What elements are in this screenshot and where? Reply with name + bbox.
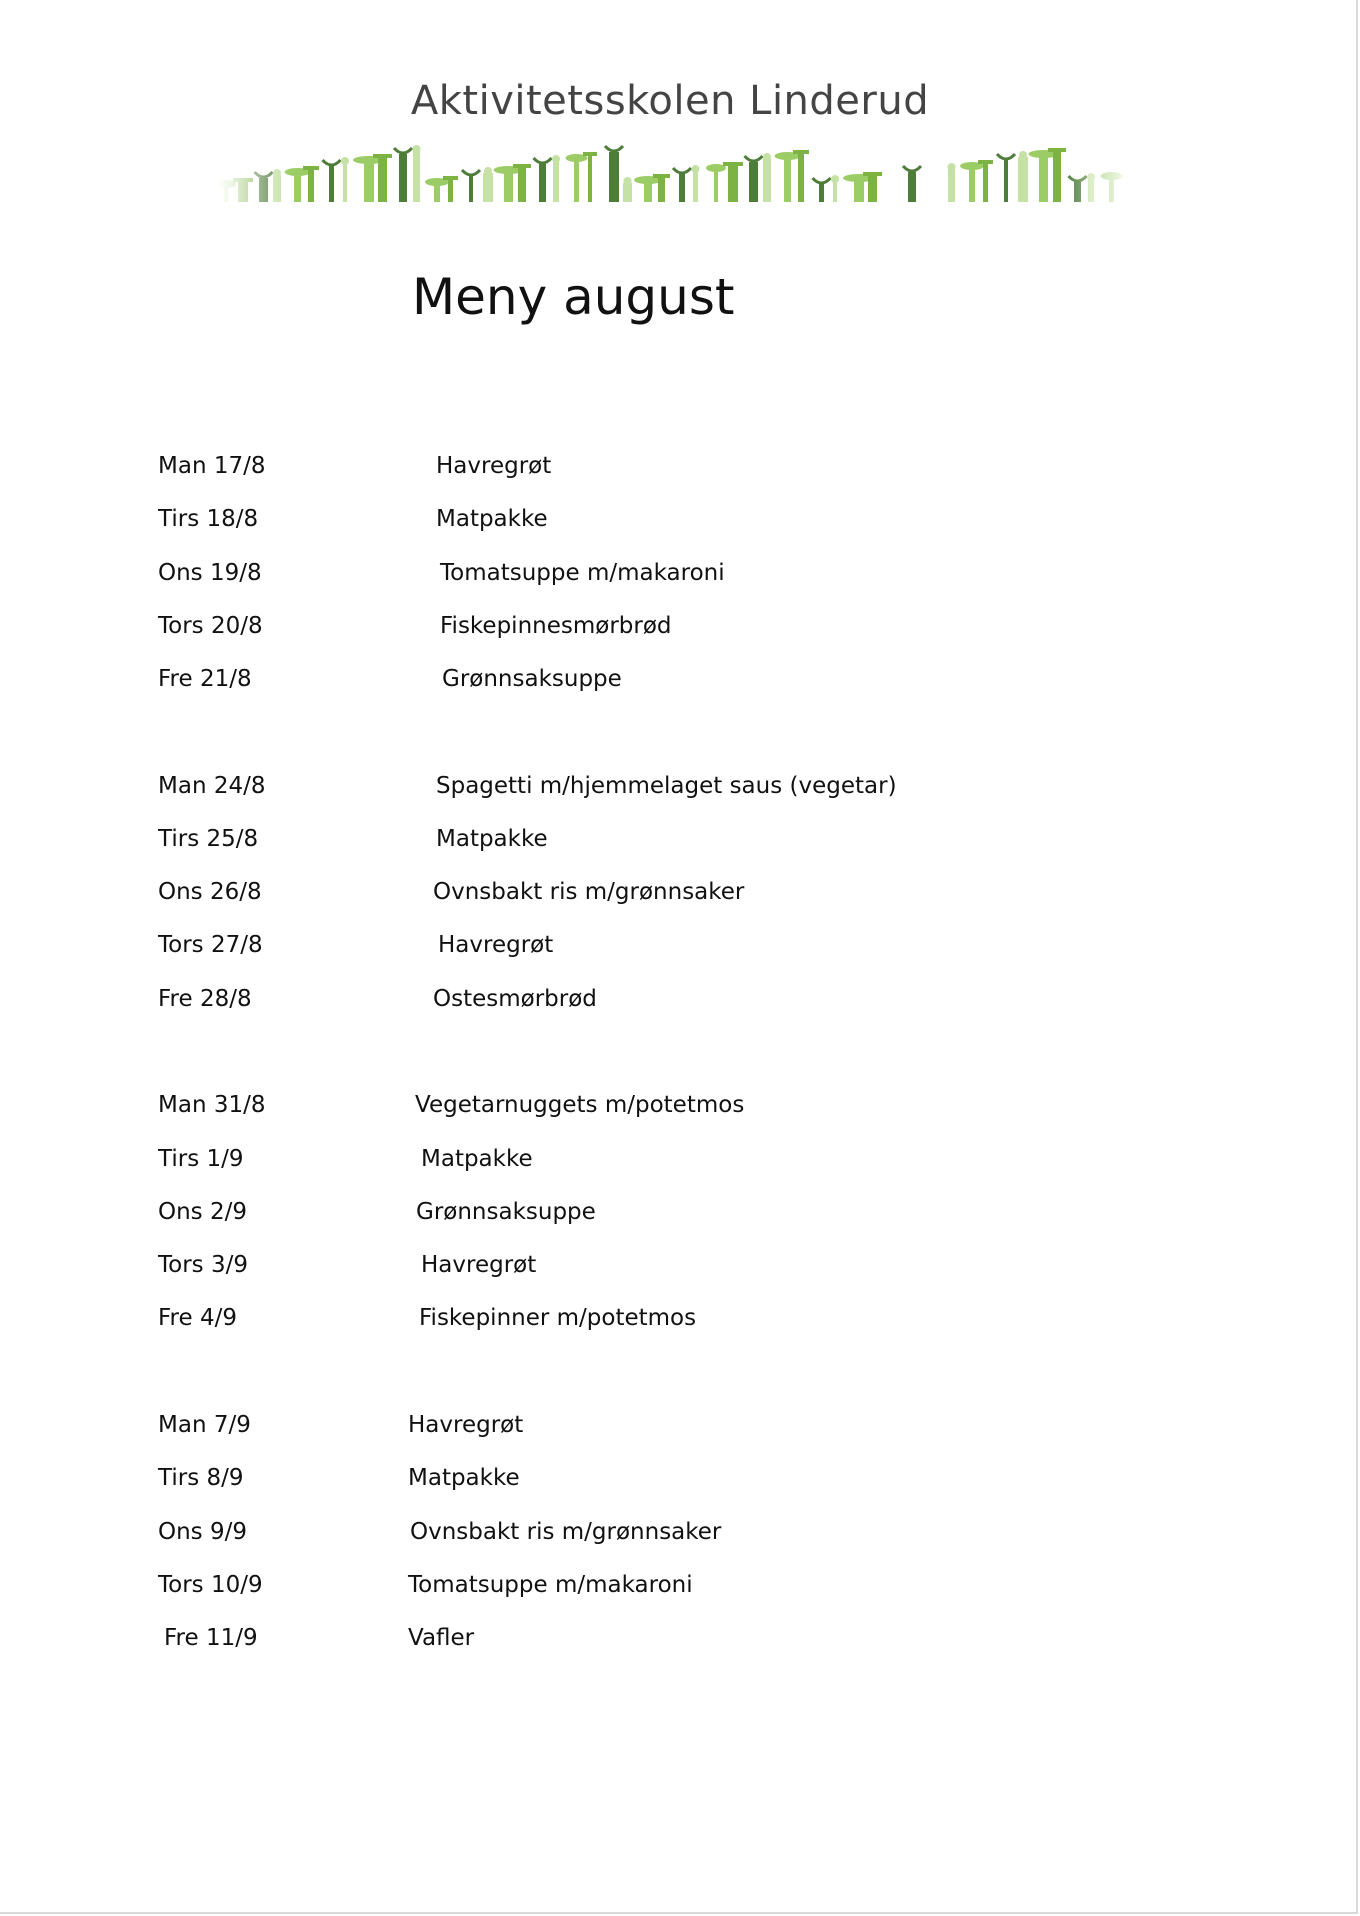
menu-day: Tirs 1/9 [158, 1146, 244, 1172]
menu-day: Fre 11/9 [164, 1625, 258, 1651]
menu-day: Man 17/8 [158, 453, 266, 479]
menu-row [0, 1405, 1300, 1445]
menu-dish: Vegetarnuggets m/potetmos [415, 1092, 745, 1118]
menu-row [0, 1085, 1300, 1125]
menu-day: Tors 20/8 [158, 613, 263, 639]
menu-day: Man 24/8 [158, 773, 266, 799]
menu-dish: Tomatsuppe m/makaroni [440, 560, 725, 586]
menu-day: Ons 26/8 [158, 879, 262, 905]
menu-row [0, 766, 1300, 806]
menu-row [0, 1139, 1300, 1179]
menu-day: Tors 27/8 [158, 932, 263, 958]
menu-row [0, 606, 1300, 646]
school-name: Aktivitetsskolen Linderud [410, 78, 930, 124]
menu-dish: Matpakke [436, 506, 548, 532]
menu-dish: Ovnsbakt ris m/grønnsaker [410, 1519, 722, 1545]
menu-row [0, 1298, 1300, 1338]
menu-title: Meny august [412, 268, 735, 326]
menu-day: Ons 9/9 [158, 1519, 247, 1545]
menu-day: Tirs 8/9 [158, 1465, 244, 1491]
menu-dish: Matpakke [436, 826, 548, 852]
menu-dish: Fiskepinnesmørbrød [440, 613, 672, 639]
menu-day: Fre 21/8 [158, 666, 252, 692]
menu-dish: Grønnsaksuppe [416, 1199, 596, 1225]
menu-day: Fre 28/8 [158, 986, 252, 1012]
menu-row [0, 1565, 1300, 1605]
menu-dish: Havregrøt [408, 1412, 524, 1438]
menu-day: Tors 3/9 [158, 1252, 248, 1278]
menu-row [0, 872, 1300, 912]
menu-dish: Ovnsbakt ris m/grønnsaker [433, 879, 745, 905]
menu-dish: Havregrøt [438, 932, 554, 958]
menu-dish: Havregrøt [436, 453, 552, 479]
menu-dish: Vafler [408, 1625, 475, 1651]
menu-dish: Grønnsaksuppe [442, 666, 622, 692]
menu-row [0, 925, 1300, 965]
menu-row [0, 499, 1300, 539]
menu-dish: Ostesmørbrød [433, 986, 597, 1012]
menu-day: Fre 4/9 [158, 1305, 237, 1331]
menu-row [0, 1458, 1300, 1498]
menu-dish: Fiskepinner m/potetmos [419, 1305, 697, 1331]
menu-dish: Matpakke [408, 1465, 520, 1491]
menu-dish: Spagetti m/hjemmelaget saus (vegetar) [436, 773, 897, 799]
menu-row [0, 979, 1300, 1019]
menu-row [0, 446, 1300, 486]
menu-dish: Havregrøt [421, 1252, 537, 1278]
menu-row [0, 819, 1300, 859]
menu-day: Tors 10/9 [158, 1572, 263, 1598]
menu-row [0, 1512, 1300, 1552]
menu-day: Man 7/9 [158, 1412, 251, 1438]
menu-row [0, 553, 1300, 593]
menu-row [0, 1618, 1300, 1658]
menu-row [0, 659, 1300, 699]
plant-banner-icon [218, 136, 1136, 204]
menu-dish: Matpakke [421, 1146, 533, 1172]
menu-day: Man 31/8 [158, 1092, 266, 1118]
menu-day: Tirs 25/8 [158, 826, 259, 852]
menu-day: Ons 19/8 [158, 560, 262, 586]
menu-day: Tirs 18/8 [158, 506, 259, 532]
menu-dish: Tomatsuppe m/makaroni [408, 1572, 693, 1598]
menu-row [0, 1192, 1300, 1232]
menu-day: Ons 2/9 [158, 1199, 247, 1225]
menu-row [0, 1245, 1300, 1285]
